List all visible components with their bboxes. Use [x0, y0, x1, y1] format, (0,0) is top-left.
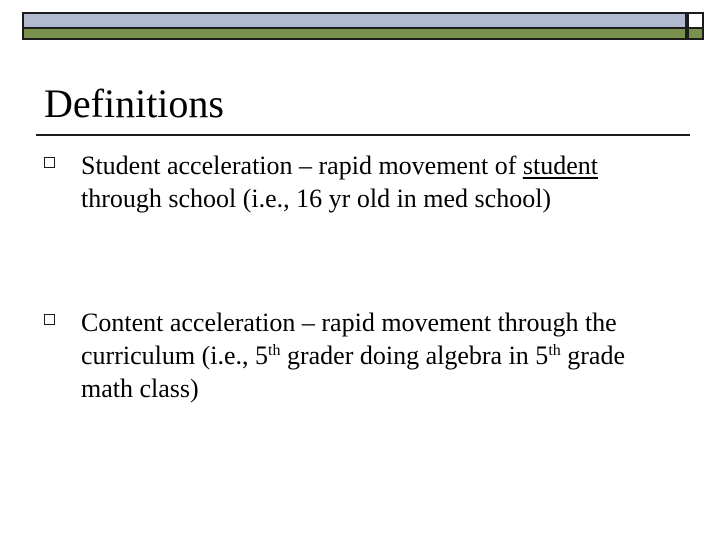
bullet-text-part1: Content acceleration – rapid movement through the curriculum (i.e., 5: [81, 308, 617, 370]
title-divider: [36, 134, 690, 136]
slide-title: Definitions: [44, 81, 224, 126]
header-decoration-blue-band: [22, 12, 687, 29]
ordinal-superscript: th: [548, 342, 561, 359]
hollow-square-icon: [44, 157, 55, 168]
header-decoration-corner-bottom: [687, 29, 704, 40]
header-decoration-green-band: [22, 29, 687, 40]
bullet-text-part2: grader doing algebra in 5: [280, 341, 549, 370]
bullet-text-rest: through school (i.e., 16 yr old in med school): [81, 184, 552, 213]
header-decoration-corner-top: [687, 12, 704, 29]
header-decoration-bar: [22, 12, 687, 40]
bullet-text-part3: grade math class): [81, 341, 626, 403]
bullet-text-lead: Student acceleration – rapid movement of: [81, 151, 523, 180]
ordinal-superscript: th: [268, 342, 281, 359]
bullet-text: [81, 306, 671, 405]
bullet-text: [81, 149, 671, 215]
header-decoration-corner-box: [687, 12, 704, 40]
hollow-square-icon: [44, 314, 55, 325]
bullet-text-underlined: student: [522, 151, 598, 180]
